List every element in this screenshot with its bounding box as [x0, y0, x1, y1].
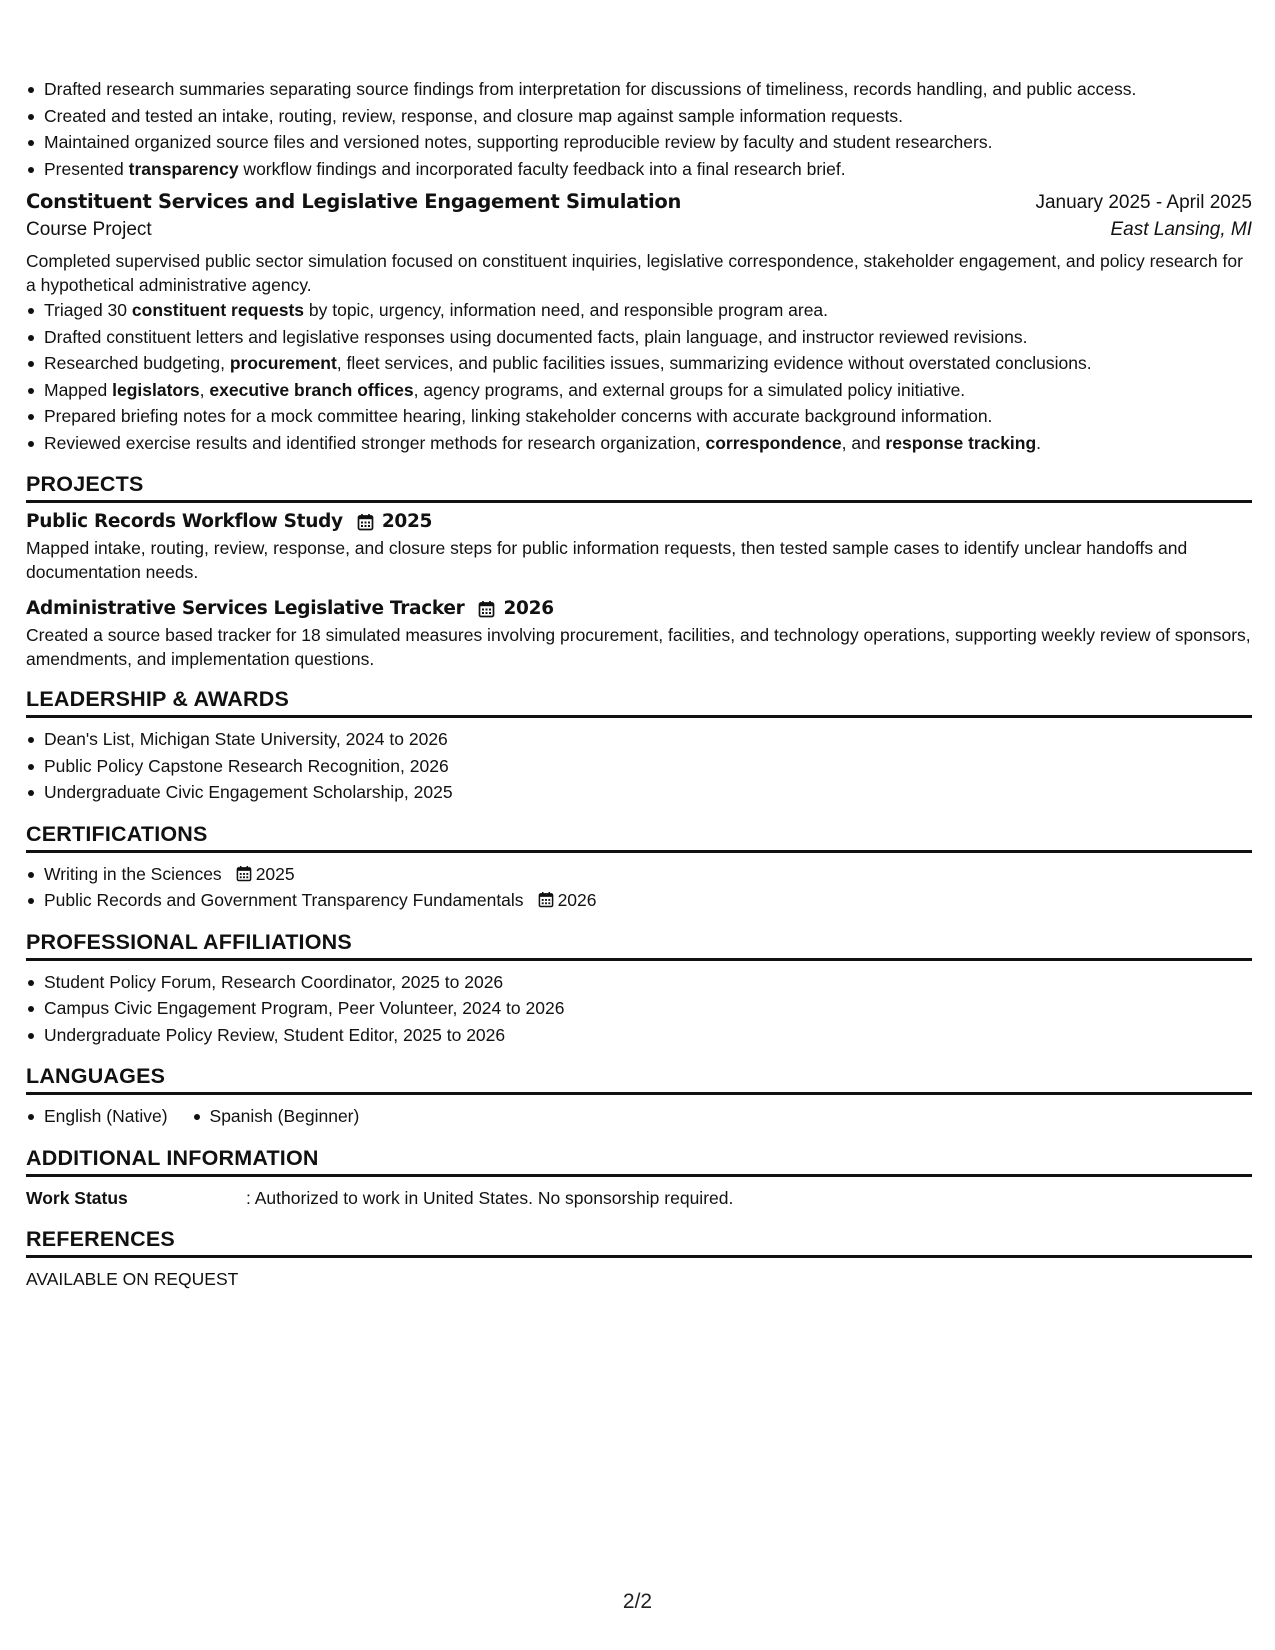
bullet-text: , — [199, 379, 210, 400]
job-dates: January 2025 - April 2025 — [1035, 192, 1252, 213]
certifications-list — [26, 861, 1252, 914]
project-year: 2025 — [381, 511, 433, 532]
list-item: English (Native) — [26, 1103, 168, 1130]
work-status-value: : Authorized to work in United States. No sponsorship required. — [246, 1187, 734, 1208]
references-text: AVAILABLE ON REQUEST — [26, 1268, 239, 1289]
section-heading: PROFESSIONAL AFFILIATIONS — [26, 930, 1252, 961]
section-heading: LANGUAGES — [26, 1064, 1252, 1095]
bullet-text: , fleet services, and public facilities issues, summarizing evidence without overstated conclusions. — [336, 353, 1092, 373]
list-item: Public Policy Capstone Research Recognition, 2026 — [26, 753, 1252, 780]
bullet-keyword: correspondence — [705, 432, 842, 453]
list-item: Dean's List, Michigan State University, 2024 to 2026 — [26, 726, 1252, 753]
bullet-keyword: constituent requests — [131, 300, 305, 320]
list-item: Undergraduate Policy Review, Student Editor, 2025 to 2026 — [26, 1022, 1252, 1049]
list-item — [26, 377, 1252, 404]
certifications-section — [26, 822, 1252, 914]
list-item — [26, 861, 1252, 888]
section-heading: LEADERSHIP & AWARDS — [26, 687, 1252, 718]
section-heading: REFERENCES — [26, 1227, 1252, 1258]
project-name: Public Records Workflow Study — [26, 511, 343, 532]
bullet-text: Prepared briefing notes for a mock committee hearing, linking stakeholder concerns with accurate background information. — [44, 406, 993, 426]
list-item — [26, 76, 1252, 103]
bullet-text: . — [1036, 432, 1042, 453]
list-item — [26, 350, 1252, 377]
certification-year: 2026 — [557, 890, 597, 910]
section-heading: ADDITIONAL INFORMATION — [26, 1146, 1252, 1177]
bullet-keyword: legislators — [112, 379, 200, 400]
job-title: Constituent Services and Legislative Engagement Simulation — [26, 190, 682, 213]
list-item — [26, 297, 1252, 324]
leadership-list — [26, 726, 1252, 806]
bullet-text: , and — [841, 432, 886, 453]
work-status-row — [26, 1185, 1252, 1211]
job-header — [26, 190, 1252, 214]
bullet-keyword: response tracking — [885, 432, 1037, 453]
work-status-label: Work Status — [26, 1187, 128, 1208]
job-subheader — [26, 219, 1252, 241]
affiliations-list — [26, 969, 1252, 1049]
bullet-keyword: executive branch offices — [209, 379, 414, 400]
page-number: 2/2 — [622, 1590, 653, 1613]
bullet-text: Reviewed exercise results and identified stronger methods for research organization, — [44, 432, 706, 453]
references-section — [26, 1227, 1252, 1292]
resume-page — [26, 76, 1252, 1292]
bullet-text: Triaged 30 — [44, 300, 132, 320]
leadership-section — [26, 687, 1252, 806]
bullet-text: Drafted constituent letters and legislative responses using documented facts, plain language, and instructor reviewed revisions. — [44, 326, 1028, 347]
bullet-text: Researched budgeting, — [44, 353, 230, 373]
bullet-keyword: transparency — [128, 158, 239, 179]
job-location: East Lansing, MI — [1110, 219, 1252, 240]
additional-section — [26, 1146, 1252, 1211]
list-item — [26, 403, 1252, 430]
calendar-icon — [538, 891, 554, 908]
research-bullets — [26, 76, 1252, 182]
list-item — [26, 156, 1252, 183]
list-item — [26, 430, 1252, 457]
job-bullets — [26, 297, 1252, 456]
bullet-text: workflow findings and incorporated faculty feedback into a final research brief. — [238, 158, 846, 179]
certification-name: Public Records and Government Transparency Fundamentals — [44, 890, 524, 910]
certification-name: Writing in the Sciences — [44, 863, 222, 884]
bullet-text: Created and tested an intake, routing, review, response, and closure map against sample information requests. — [44, 105, 903, 126]
calendar-icon — [236, 865, 252, 882]
bullet-text: Mapped — [44, 379, 113, 400]
section-heading: CERTIFICATIONS — [26, 822, 1252, 853]
certification-year: 2025 — [255, 863, 295, 884]
project-year: 2026 — [503, 598, 554, 619]
bullet-text: Drafted research summaries separating source findings from interpretation for discussions of timeliness, records handling, and public access. — [44, 79, 1137, 99]
bullet-text: Maintained organized source files and versioned notes, supporting reproducible review by faculty and student researchers. — [44, 132, 993, 152]
bullet-text: , agency programs, and external groups for a simulated policy initiative. — [413, 379, 966, 400]
list-item — [26, 887, 1252, 914]
job-type: Course Project — [26, 219, 152, 240]
list-item — [26, 129, 1252, 156]
job-description: Completed supervised public sector simulation focused on constituent inquiries, legislative correspondence, stakeholder engagement, and policy research for a hypothetical administrative agency. — [26, 251, 1243, 295]
projects-section — [26, 472, 1252, 671]
languages-list — [26, 1103, 1252, 1130]
project-header — [26, 511, 1252, 532]
bullet-text: Presented — [44, 158, 129, 179]
bullet-keyword: procurement — [229, 353, 337, 373]
list-item: Undergraduate Civic Engagement Scholarship, 2025 — [26, 779, 1252, 806]
calendar-icon — [478, 600, 495, 618]
project-header — [26, 598, 1252, 619]
bullet-text: by topic, urgency, information need, and responsible program area. — [304, 300, 829, 320]
list-item: Student Policy Forum, Research Coordinator, 2025 to 2026 — [26, 969, 1252, 996]
section-heading: PROJECTS — [26, 472, 1252, 503]
list-item: Campus Civic Engagement Program, Peer Volunteer, 2024 to 2026 — [26, 995, 1252, 1022]
languages-section — [26, 1064, 1252, 1130]
project-name: Administrative Services Legislative Tracker — [26, 598, 465, 619]
list-item: Spanish (Beginner) — [192, 1103, 360, 1130]
project-description: Mapped intake, routing, review, response, and closure steps for public information requests, then tested sample cases to identify unclear handoffs and documentation needs. — [26, 538, 1188, 582]
project-description: Created a source based tracker for 18 simulated measures involving procurement, facilities, and technology operations, supporting weekly review of sponsors, amendments, and implementation questions. — [26, 625, 1251, 669]
list-item — [26, 324, 1252, 351]
list-item — [26, 103, 1252, 130]
affiliations-section — [26, 930, 1252, 1049]
calendar-icon — [357, 513, 374, 531]
